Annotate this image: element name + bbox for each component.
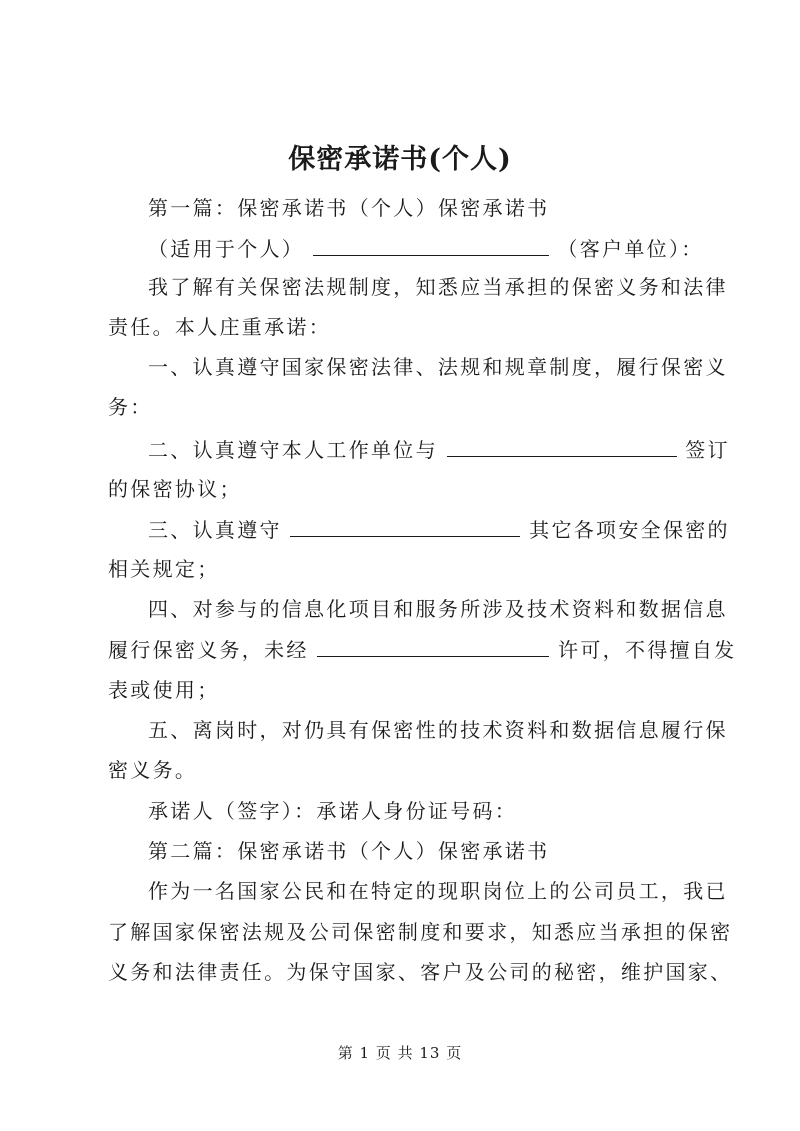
fill-in-blank[interactable] bbox=[317, 634, 549, 657]
text-line: 五、离岗时，对仍具有保密性的技术资料和数据信息履行保 bbox=[148, 718, 728, 742]
text-line: 一、认真遵守国家保密法律、法规和规章制度，履行保密义 bbox=[148, 355, 728, 379]
signature-line bbox=[148, 796, 748, 826]
page-footer: 第 1 页 共 13 页 bbox=[337, 1044, 463, 1062]
text-line: 我了解有关保密法规制度，知悉应当承担的保密义务和法律 bbox=[148, 275, 728, 299]
fill-in-blank[interactable] bbox=[447, 434, 677, 457]
text-line: 相关规定； bbox=[108, 557, 220, 581]
text-line: 许可，不得擅自发 bbox=[558, 638, 737, 662]
paragraph-line bbox=[148, 876, 748, 906]
paragraph-line bbox=[108, 312, 708, 342]
clause-3 bbox=[148, 514, 748, 545]
text-line: （客户单位）： bbox=[557, 237, 704, 261]
text-line: 责任。本人庄重承诺： bbox=[108, 315, 331, 339]
applicability-line bbox=[148, 233, 748, 264]
section-heading-2 bbox=[148, 836, 748, 866]
clause-1-cont bbox=[108, 392, 708, 422]
paragraph-line bbox=[148, 272, 748, 302]
fill-in-blank[interactable] bbox=[313, 233, 549, 256]
paragraph-line bbox=[108, 957, 733, 987]
clause-1 bbox=[148, 352, 748, 382]
text-line: 四、对参与的信息化项目和服务所涉及技术资料和数据信息 bbox=[148, 597, 728, 621]
text-line: 作为一名国家公民和在特定的现职岗位上的公司员工，我已 bbox=[148, 879, 728, 903]
text-line: 密义务。 bbox=[108, 758, 198, 782]
text-line: 其它各项安全保密的 bbox=[529, 518, 730, 542]
text-line: 的保密协议； bbox=[108, 477, 242, 501]
text-line: 履行保密义务，未经 bbox=[108, 638, 309, 662]
fill-in-blank[interactable] bbox=[290, 514, 520, 537]
text-line: 签订 bbox=[685, 438, 730, 462]
text-line: 第二篇：保密承诺书（个人）保密承诺书 bbox=[148, 839, 550, 863]
clause-5-cont bbox=[108, 755, 708, 785]
clause-4-cont bbox=[108, 675, 708, 705]
text-line: 承诺人（签字）：承诺人身份证号码： bbox=[148, 799, 518, 823]
clause-2-cont bbox=[108, 474, 708, 504]
text-line: 三、认真遵守 bbox=[148, 518, 282, 542]
clause-4-cont bbox=[108, 634, 737, 665]
text-line: （适用于个人） bbox=[148, 237, 305, 261]
text-line: 务： bbox=[108, 395, 153, 419]
clause-3-cont bbox=[108, 554, 708, 584]
section-heading-1 bbox=[148, 193, 748, 223]
text-line: 表或使用； bbox=[108, 678, 220, 702]
text-line: 了解国家保密法规及公司保密制度和要求，知悉应当承担的保密 bbox=[108, 920, 733, 944]
text-line: 二、认真遵守本人工作单位与 bbox=[148, 438, 438, 462]
text-line: 义务和法律责任。为保守国家、客户及公司的秘密，维护国家、 bbox=[108, 960, 733, 984]
document-title: 保密承诺书(个人) bbox=[288, 144, 512, 175]
clause-2 bbox=[148, 434, 748, 465]
clause-4 bbox=[148, 594, 748, 624]
clause-5 bbox=[148, 715, 748, 745]
text-line: 第一篇：保密承诺书（个人）保密承诺书 bbox=[148, 196, 550, 220]
paragraph-line bbox=[108, 917, 733, 947]
